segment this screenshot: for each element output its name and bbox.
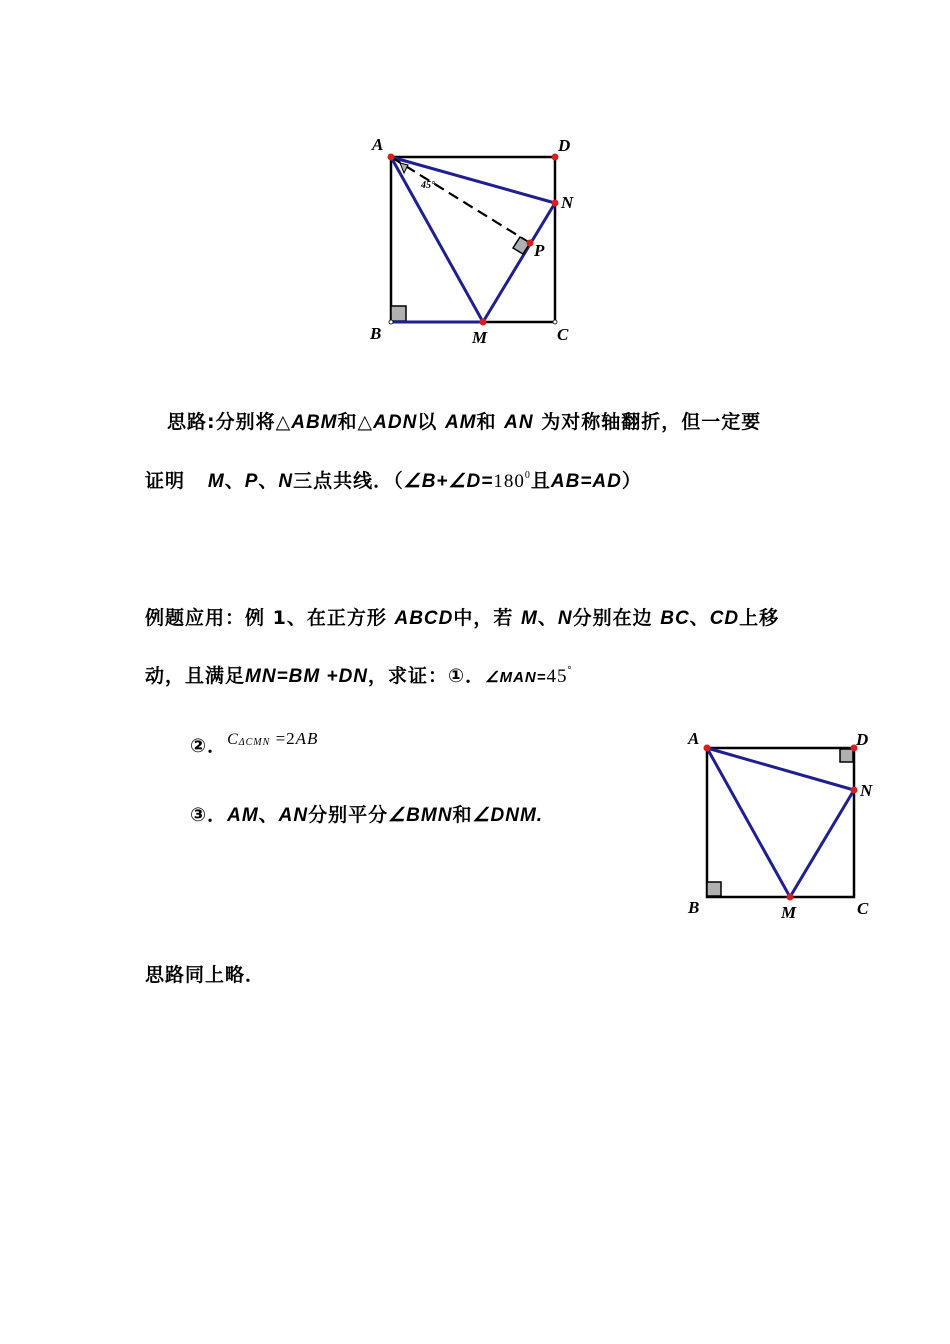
point-m (787, 894, 794, 901)
figure-1-square-diagram (360, 130, 590, 350)
label-d: D (558, 136, 571, 155)
figure-2-square-diagram (680, 725, 880, 925)
segment-am-text: AM (227, 805, 259, 826)
text: 动，且满足 (145, 665, 246, 687)
text: 和 (476, 411, 497, 433)
text: 思路同上略． (145, 964, 266, 986)
segment-an-text: AN (504, 412, 534, 433)
text: 、 (689, 607, 710, 629)
label-c: C (557, 325, 569, 344)
angle-bmn: ∠BMN (388, 805, 453, 826)
label-b: B (370, 324, 382, 343)
text: 以 (417, 411, 438, 433)
angle-marker-a (400, 163, 408, 173)
text: 、 (537, 607, 558, 629)
label-n: N (561, 193, 574, 212)
angle-dnm: ∠DNM. (472, 805, 544, 826)
label-b: B (688, 898, 700, 917)
label-m: M (472, 328, 488, 347)
label-d: D (856, 730, 869, 749)
segment-an (707, 748, 854, 790)
text: ） (621, 470, 642, 492)
label-c: C (857, 899, 869, 918)
segment-mn (790, 790, 854, 897)
thinking-line-1 (167, 407, 761, 434)
point-c (553, 320, 557, 324)
text: 、 (258, 470, 279, 492)
degree-sup: ° (567, 665, 573, 676)
right-angle-marker-d (840, 749, 853, 762)
side-cd-text: CD (709, 608, 740, 629)
value-180: 180 (493, 471, 525, 492)
triangle-adn: ADN (373, 412, 418, 433)
label-a: A (688, 729, 700, 748)
point-m (480, 319, 487, 326)
text: 分别平分 (308, 804, 389, 826)
label-p: P (534, 241, 545, 260)
point-n (552, 200, 559, 207)
degree-sup: 0 (524, 470, 531, 481)
segment-an (391, 157, 555, 203)
point-n-text: N (557, 608, 573, 629)
value-45: 45 (546, 666, 568, 687)
point-n-text: N (278, 471, 294, 492)
example-line-1 (145, 603, 779, 630)
text: 中，若 (453, 607, 514, 629)
right-angle-marker-p (513, 237, 530, 254)
text: 和 (452, 804, 473, 826)
segment-an-text: AN (278, 805, 309, 826)
point-p (527, 240, 534, 247)
segment-am (707, 748, 790, 897)
point-n (851, 787, 858, 794)
text: 为对称轴翻折，但一定要 (533, 411, 762, 433)
right-angle-marker-b (391, 306, 406, 321)
text: ②． (190, 735, 228, 757)
text: ，求证：①． (368, 665, 486, 687)
thinking-line-2 (145, 466, 642, 493)
side-bc-text: BC (660, 608, 690, 629)
text: 且 (530, 470, 551, 492)
segment-am-text: AM (444, 412, 477, 433)
point-m-text: M (207, 471, 225, 492)
segment-am (391, 157, 483, 322)
example-item-3 (190, 800, 543, 827)
angle-sum-expr: ∠B+∠D= (403, 471, 494, 492)
side-ab-text: AB (295, 729, 319, 748)
angle-label-45: 45° (421, 180, 435, 191)
dashed-ap (391, 157, 530, 243)
point-a (388, 154, 395, 161)
example-item-2 (190, 731, 318, 758)
point-a (704, 745, 711, 752)
text: ③． (190, 804, 228, 826)
ab-eq-ad: AB=AD (550, 471, 622, 492)
text: 、 (224, 470, 245, 492)
point-p-text: P (244, 471, 259, 492)
text: 分别在边 (572, 607, 653, 629)
label-a: A (372, 135, 384, 154)
mn-equation: MN=BM +DN (245, 666, 369, 687)
point-b (389, 320, 393, 324)
text: 、 (258, 804, 279, 826)
text: 证明 (145, 470, 186, 492)
angle-man: ∠MAN= (485, 669, 547, 686)
perimeter-c: C (227, 731, 239, 748)
label-n: N (860, 781, 873, 800)
label-m: M (781, 903, 797, 922)
text: 和△ (337, 411, 374, 433)
square-abcd (391, 157, 555, 322)
right-angle-marker-b (707, 882, 721, 896)
perimeter-subscript: ΔCMN (238, 737, 271, 748)
text: 上移 (739, 607, 780, 629)
text: 三点共线．（ (293, 470, 404, 492)
example-line-2 (145, 661, 573, 688)
triangle-abm: ABM (291, 412, 338, 433)
square-abcd-text: ABCD (394, 608, 454, 629)
point-m-text: M (521, 608, 538, 629)
same-approach-line (145, 960, 265, 987)
text: 思路:分别将△ (167, 411, 292, 433)
text: 例题应用：例 1、在正方形 (145, 607, 387, 629)
equals-2: =2 (270, 729, 296, 748)
